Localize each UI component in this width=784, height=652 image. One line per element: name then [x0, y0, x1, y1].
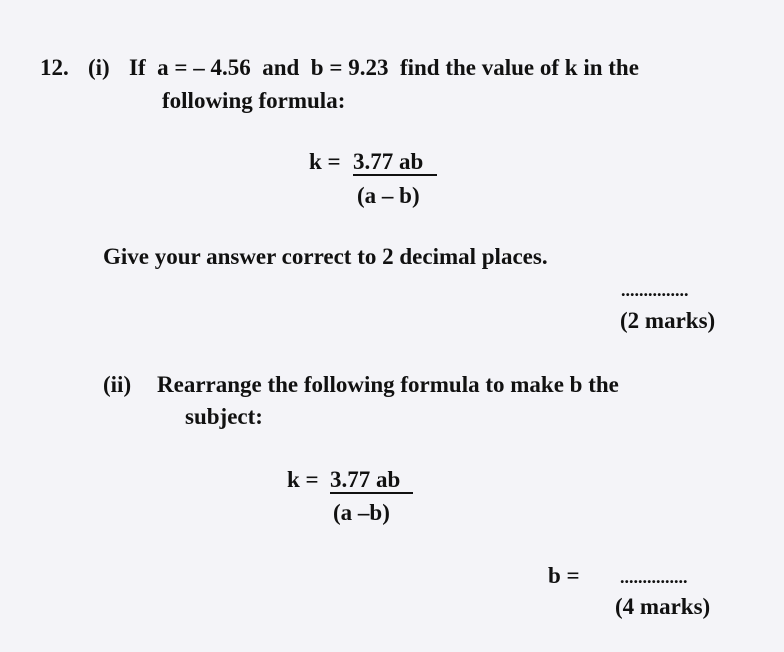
part-ii-prompt-line2: subject: [185, 404, 263, 429]
part-ii-marks: (4 marks) [615, 594, 711, 619]
fraction-bar [330, 492, 413, 494]
part-ii-answer-label: b = [548, 563, 580, 588]
formula-lhs: k = [287, 467, 319, 492]
part-ii-answer-field[interactable]: ............... [620, 567, 688, 587]
part-ii-label: (ii) [103, 372, 132, 397]
part-i-prompt-line2: following formula: [162, 88, 346, 113]
formula-numerator: 3.77 ab [330, 467, 401, 492]
part-i-marks: (2 marks) [620, 308, 716, 333]
part-i-instruction: Give your answer correct to 2 decimal places. [103, 244, 548, 269]
formula-lhs: k = [309, 149, 341, 174]
formula-denominator: (a –b) [333, 500, 390, 525]
part-ii-prompt-line1: Rearrange the following formula to make b the [157, 372, 619, 397]
part-i-label: (i) [88, 55, 110, 80]
part-i-answer-field[interactable]: ............... [621, 280, 689, 300]
formula-denominator: (a – b) [357, 183, 420, 208]
fraction-bar [353, 174, 437, 176]
formula-numerator: 3.77 ab [353, 149, 424, 174]
question-number: 12. [40, 55, 69, 80]
part-i-prompt-line1: If a = – 4.56 and b = 9.23 find the value of k in the [129, 55, 639, 80]
